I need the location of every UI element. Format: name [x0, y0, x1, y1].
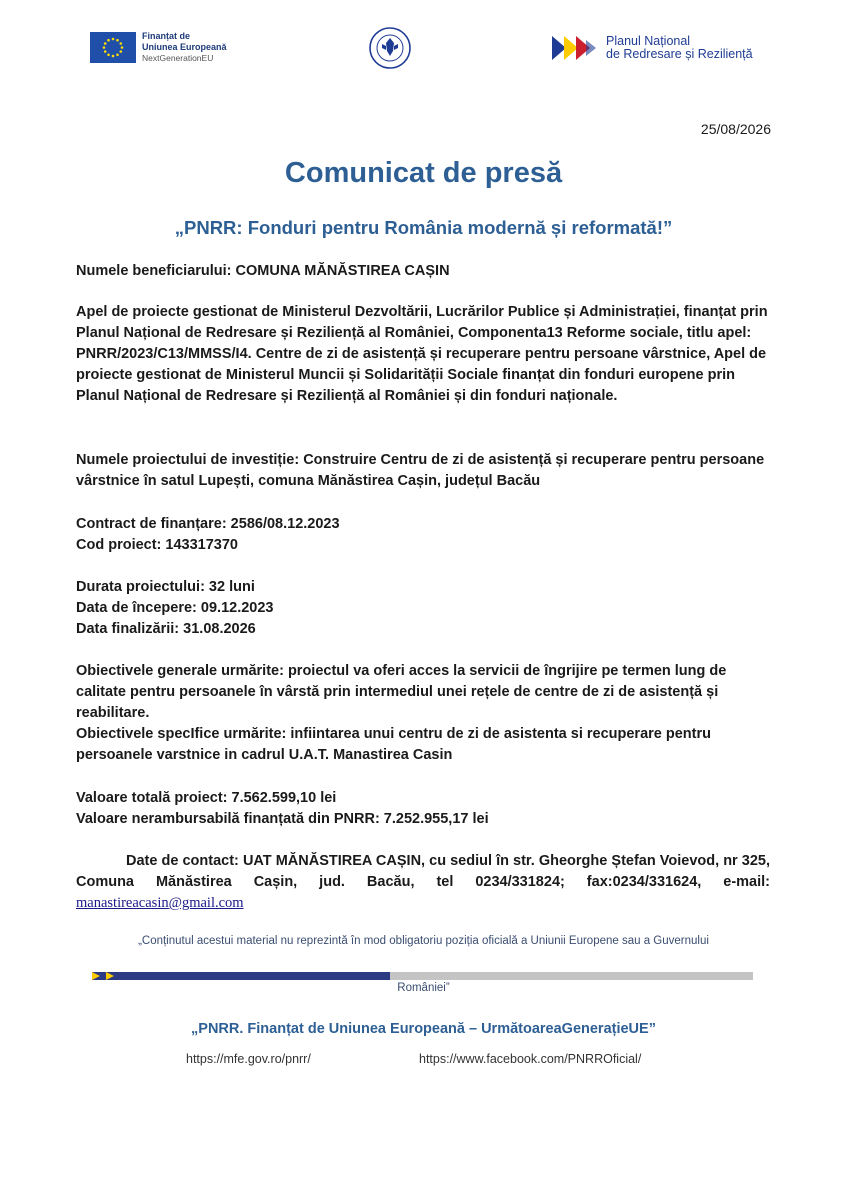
divider-bar	[92, 968, 753, 978]
nonrefundable-value-text: Valoare nerambursabilă finanțată din PNRR: 7.252.955,17 lei	[76, 811, 489, 827]
pnrr-arrows-icon	[552, 34, 600, 62]
eu-logo-line1: Finanțat de	[142, 31, 191, 41]
contact-email-link[interactable]: manastireacasin@gmail.com	[76, 895, 244, 911]
pnrr-logo-line2: de Redresare și Reziliență	[606, 47, 753, 61]
disclaimer-line1: „Conținutul acestui material nu reprezintă în mod obligatoriu poziția oficială a Uniunii Europene sau a Guvernului	[138, 935, 709, 947]
contract-paragraph	[76, 514, 772, 556]
government-seal-icon	[368, 26, 412, 70]
pnrr-logo	[552, 34, 753, 62]
footer-link-mfe[interactable]: https://mfe.gov.ro/pnrr/	[186, 1052, 311, 1066]
total-value-text: Valoare totală proiect: 7.562.599,10 lei	[76, 790, 337, 806]
objectives-paragraph	[76, 661, 772, 766]
contact-paragraph	[76, 851, 770, 914]
page-title: Comunicat de presă	[284, 157, 563, 189]
values-paragraph	[76, 788, 772, 830]
contact-text: Date de contact: UAT MĂNĂSTIREA CAȘIN, cu sediul în str. Gheorghe Ștefan Voievod, nr 325, Comuna Mănăstirea Cașin, jud. Bacău, tel 0234/331824; fax:0234/331624, e-mail:	[76, 853, 770, 890]
duration-text: Durata proiectului: 32 luni	[76, 579, 255, 595]
end-date-text: Data finalizării: 31.08.2026	[76, 621, 256, 637]
beneficiary-text: Numele beneficiarului: COMUNA MĂNĂSTIREA CAȘIN	[76, 263, 450, 279]
project-code-text: Cod proiect: 143317370	[76, 537, 238, 553]
project-name-paragraph	[76, 450, 772, 492]
footer-title: „PNRR. Finanțat de Uniunea Europeană – UrmătoareaGenerațieUE”	[191, 1021, 656, 1037]
pnrr-logo-line1: Planul Național	[606, 34, 691, 48]
eu-logo-line2: Uniunea Europeană	[142, 42, 227, 52]
call-paragraph	[76, 302, 772, 407]
disclaimer-line2: României”	[397, 982, 450, 994]
project-name-text: Numele proiectului de investiție: Construire Centru de zi de asistență și recuperare pentru persoane vârstnice în satul Lupești, comuna Mănăstirea Cașin, județul Bacău	[76, 452, 765, 489]
footer-link-facebook[interactable]: https://www.facebook.com/PNRROficial/	[419, 1052, 642, 1066]
eu-flag-icon	[90, 32, 136, 63]
page-subtitle: „PNRR: Fonduri pentru România modernă și reformată!”	[174, 217, 673, 238]
press-release-date: 25/08/2026	[700, 121, 771, 137]
specific-objectives-text: Obiectivele specIfice urmărite: infiintarea unui centru de zi de asistenta si recuperare pentru persoanele varstnice in cadrul U.A.T. Manastirea Casin	[76, 726, 711, 763]
beneficiary-paragraph	[76, 261, 772, 282]
eu-logo-line3: NextGenerationEU	[142, 53, 214, 63]
start-date-text: Data de începere: 09.12.2023	[76, 600, 274, 616]
call-text: Apel de proiecte gestionat de Ministerul Dezvoltării, Lucrărilor Publice și Administrației, finanțat prin Planul Național de Redresare și Reziliență al României, Componenta13 Reforme sociale, titlu apel: PNRR/2023/C13/MMSS/I4. Centre de zi de asistență și recuperare pentru persoane vârstnice, Apel de proiecte gestionat de Ministerul Muncii și Solidarității Sociale finanțat din fonduri europene prin Planul Național de Redresare și Reziliență al României și din fonduri naționale.	[76, 304, 768, 404]
schedule-paragraph	[76, 577, 772, 640]
contract-text: Contract de finanțare: 2586/08.12.2023	[76, 516, 340, 532]
eu-funding-logo	[90, 31, 227, 64]
general-objectives-text: Obiectivele generale urmărite: proiectul va oferi acces la servicii de îngrijire pe termen lung de calitate pentru persoanele în vârstă prin intermediul unei rețele de centre de zi de asistență și reabilitare.	[76, 663, 727, 721]
